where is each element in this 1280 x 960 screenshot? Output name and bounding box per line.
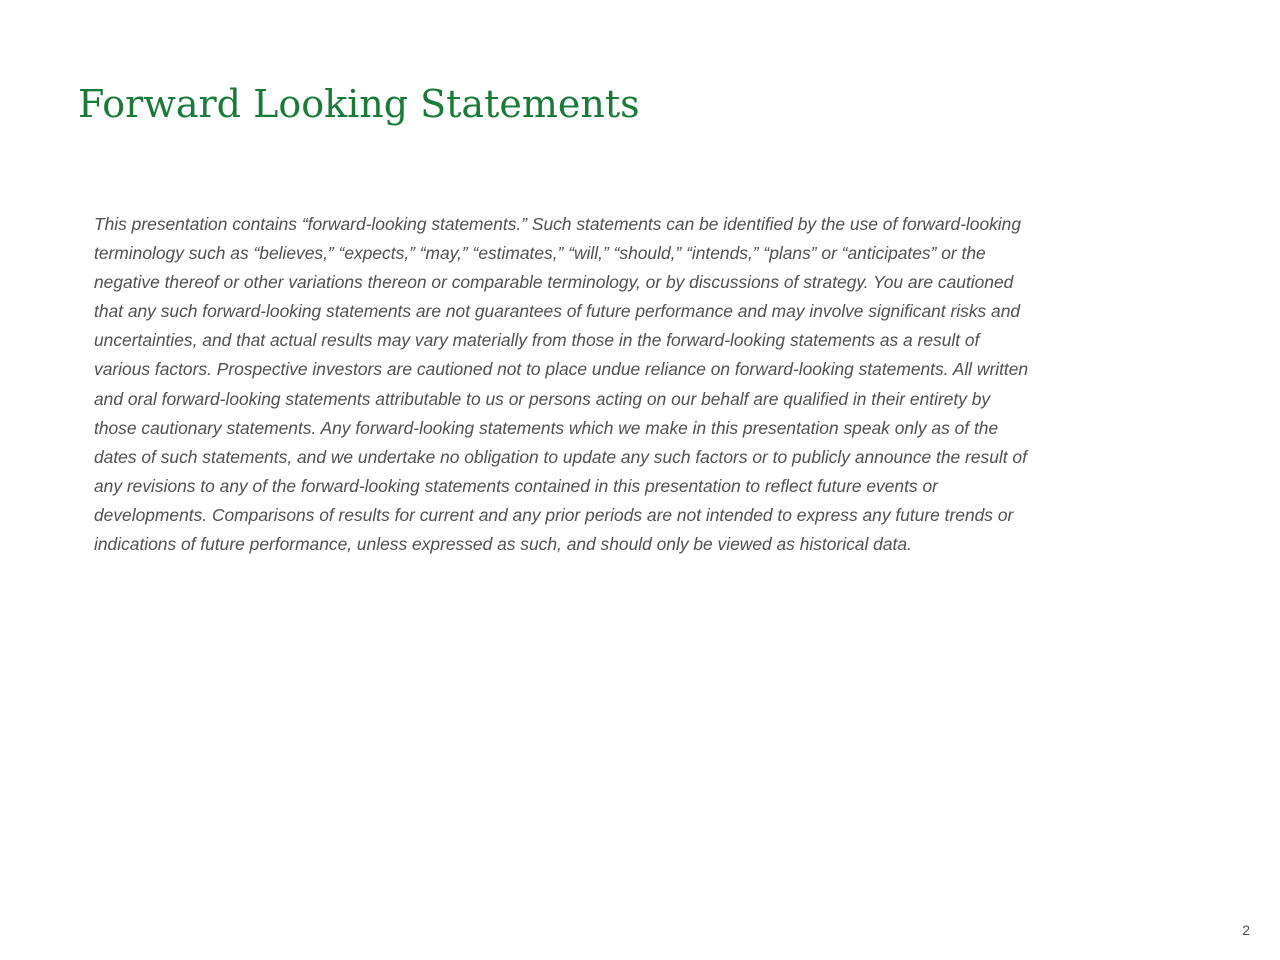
disclaimer-line: that any such forward-looking statements are not guarantees of future performance and may involve significant risks and: [94, 301, 1021, 322]
disclaimer-line: various factors. Prospective investors are cautioned not to place undue reliance on forward-looking statements. All written: [94, 359, 1029, 380]
page-number: 2: [1242, 922, 1250, 938]
disclaimer-line: This presentation contains “forward-looking statements.” Such statements can be identified by the use of forward-looking: [94, 214, 1022, 234]
disclaimer-line: uncertainties, and that actual results may vary materially from those in the forward-looking statements as a result of: [94, 330, 980, 351]
slide-title: Forward Looking Statements: [78, 82, 640, 126]
disclaimer-line: terminology such as “believes,” “expects,” “may,” “estimates,” “will,” “should,” “intends,” “plans” or “anticipates” or the: [94, 243, 986, 264]
disclaimer-line: indications of future performance, unless expressed as such, and should only be viewed as historical data.: [94, 534, 912, 555]
disclaimer-line: developments. Comparisons of results for current and any prior periods are not intended to express any future trends or: [94, 504, 1014, 525]
disclaimer-line: dates of such statements, and we undertake no obligation to update any such factors or to publicly announce the result of: [94, 446, 1027, 467]
disclaimer-line: those cautionary statements. Any forward-looking statements which we make in this presentation speak only as of the: [94, 417, 999, 438]
forward-looking-disclaimer: [94, 210, 1174, 559]
disclaimer-line: any revisions to any of the forward-looking statements contained in this presentation to reflect future events or: [94, 475, 938, 496]
disclaimer-line: negative thereof or other variations thereon or comparable terminology, or by discussions of strategy. You are cautioned: [94, 272, 1014, 293]
disclaimer-line: and oral forward-looking statements attributable to us or persons acting on our behalf are qualified in their entirety by: [94, 388, 991, 409]
